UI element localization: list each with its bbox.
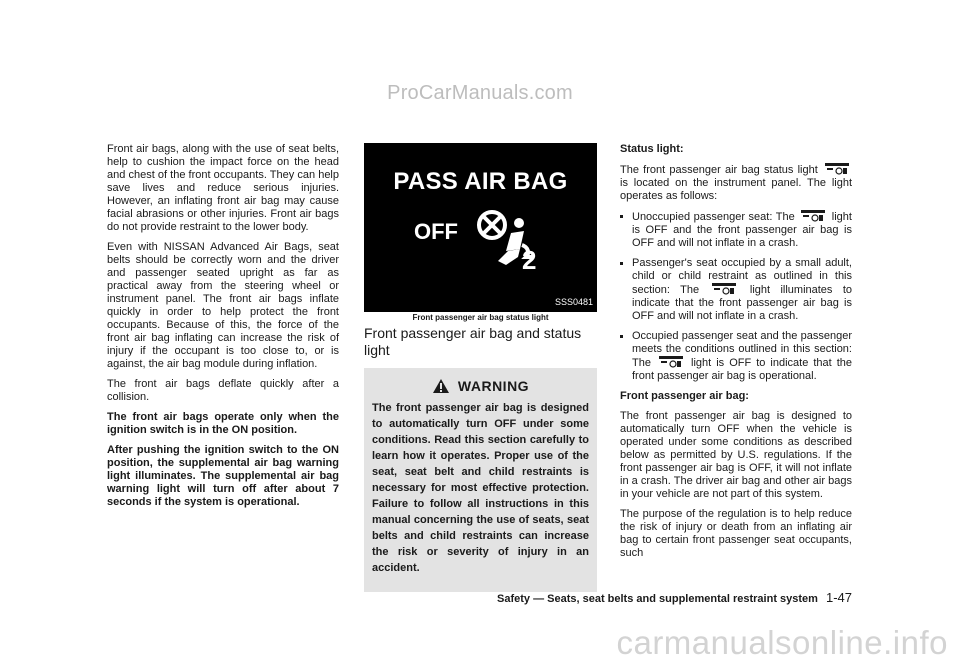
page-footer: [476, 590, 852, 605]
page-number: 1-47: [825, 590, 852, 605]
warning-text: The front passenger air bag is designed to automatically turn OFF under some conditions. Read this section carefully to learn how it operates. Proper use of the seat, seat belt and child restraints is necessary for most effective protection. Failure to follow all instructions in this manual concerning the use of seats, seat belts and child restraints can increase the risk or severity of injury in an accident.: [372, 402, 589, 574]
figure-label-off: OFF: [414, 219, 458, 244]
figure-label-pass-air-bag: PASS AIR BAG: [393, 168, 568, 195]
section-heading: Front passenger air bag and status light: [364, 325, 582, 358]
warning-box: [364, 368, 597, 592]
figure-code: SSS0481: [554, 297, 593, 307]
status-light-icon: [712, 283, 736, 295]
list-item: [620, 257, 852, 323]
paragraph: [620, 163, 852, 203]
front-passenger-heading: Front passenger air bag:: [620, 390, 749, 402]
status-light-icon: [801, 210, 825, 222]
paragraph-bold: After pushing the ignition switch to the ON position, the supplemental air bag warning light illuminates. The supplemental air bag warning light will turn off after about 7 seconds if the system is operational.: [107, 444, 339, 508]
warning-icon: [432, 378, 450, 394]
paragraph: The front air bags deflate quickly after a collision.: [107, 378, 339, 403]
warning-header: [372, 372, 589, 400]
paragraph: Front air bags, along with the use of seat belts, help to cushion the impact force on the head and chest of the front occupants. They can help save lives and reduce serious injuries. However, an inflating front air bag may cause facial abrasions or other injuries. Front air bags do not provide restraint to the lower body.: [107, 143, 339, 233]
passenger-air-bag-icon: [476, 209, 542, 271]
paragraph: Even with NISSAN Advanced Air Bags, seat belts should be correctly worn and the driver and passenger seated upright as far as practical away from the steering wheel or instrument panel. The front air bags inflate quickly in order to help protect the front occupants. Because of this, the force of the front air bag inflating can increase the risk of injury if the occupant is too close to, or is against, the air bag module during inflation.: [107, 241, 339, 370]
text-run: The front passenger air bag status light: [620, 164, 818, 176]
watermark-top: ProCarManuals.com: [387, 82, 573, 104]
text-run: light is OFF and the front passenger air bag is OFF and will not inflate in a crash.: [632, 211, 852, 249]
figure-caption: Front passenger air bag status light: [412, 313, 549, 322]
column-right: [620, 143, 852, 567]
watermark-bottom: carmanualsonline.info: [616, 624, 948, 661]
text-run: Passenger's seat occupied by a small adult, child or child restraint as outlined in this section: The: [632, 257, 852, 296]
paragraph-bold: The front air bags operate only when the ignition switch is in the ON position.: [107, 411, 339, 436]
text-run: light illuminates to indicate that the front passenger air bag is OFF and will not inflate in a crash.: [632, 284, 852, 322]
paragraph: The purpose of the regulation is to help reduce the risk of injury or death from an inflating air bag to certain front passenger seat occupants, such: [620, 508, 852, 559]
text-run: light is OFF to indicate that the front passenger air bag is operational.: [632, 357, 853, 382]
status-light-icon: [659, 356, 683, 368]
list-item: [620, 210, 852, 250]
footer-title: Safety — Seats, seat belts and supplemental restraint system: [497, 593, 818, 605]
status-light-icon: [825, 163, 849, 175]
column-left: [107, 143, 339, 516]
list-item: [620, 330, 852, 383]
warning-title: WARNING: [457, 377, 530, 394]
paragraph: The front passenger air bag is designed to automatically turn OFF when the vehicle is operated under some conditions as described below as permitted by U.S. regulations. If the front passenger air bag is OFF, it will not inflate in a crash. The driver air bag and other air bags in your vehicle are not part of this system.: [620, 410, 852, 500]
text-run: Occupied passenger seat and the passenger meets the conditions outlined in this section: The: [632, 330, 852, 369]
status-light-list: [620, 210, 852, 383]
text-run: is located on the instrument panel. The light operates as follows:: [620, 177, 852, 202]
status-light-heading: Status light:: [620, 143, 684, 155]
column-middle: [364, 143, 597, 592]
text-run: Unoccupied passenger seat: The: [632, 211, 795, 223]
air-bag-status-figure: [364, 143, 597, 312]
svg-text:2: 2: [522, 245, 537, 271]
